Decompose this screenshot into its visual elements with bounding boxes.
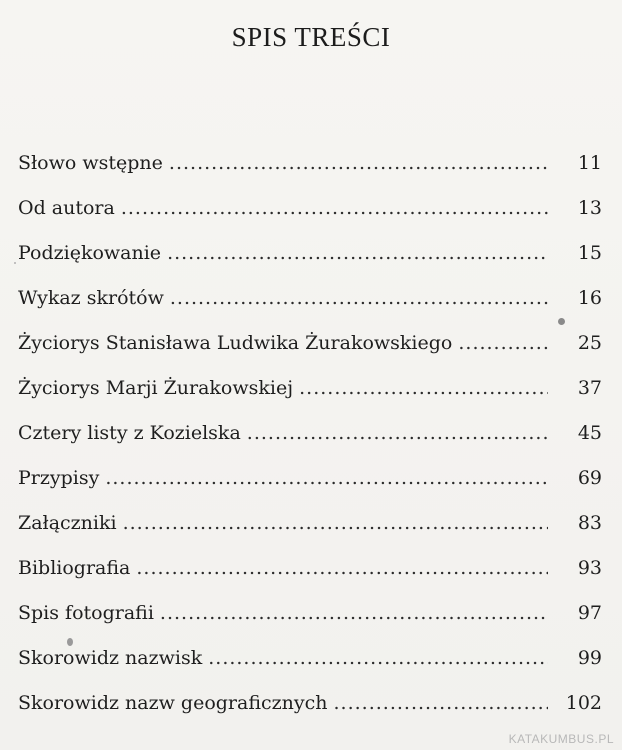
- toc-entry: [18, 692, 602, 737]
- toc-entry-page: 13: [577, 197, 602, 219]
- toc-entry-label: Załączniki: [18, 512, 117, 534]
- paper-speck: [67, 638, 73, 646]
- toc-leader-dots: [169, 152, 548, 174]
- toc-leader-dots: [334, 692, 548, 714]
- toc-leader-dots: [105, 467, 548, 489]
- toc-entry: [18, 467, 602, 512]
- toc-leader-dots: [136, 557, 548, 579]
- toc-leader-dots: [208, 647, 548, 669]
- toc-entry: [18, 287, 602, 332]
- toc-entry-page: 15: [577, 242, 602, 264]
- toc-entry-label: Przypisy: [18, 467, 100, 489]
- toc-entry-page: 97: [577, 602, 602, 624]
- toc-entry-page: 11: [577, 152, 602, 174]
- toc-entry: [18, 242, 602, 287]
- toc-entry-label: Słowo wstępne: [18, 152, 163, 174]
- toc-leader-dots: [299, 377, 548, 399]
- toc-leader-dots: [167, 242, 548, 264]
- toc-entry-label: Cztery listy z Kozielska: [18, 422, 241, 444]
- paper-speck: [558, 318, 565, 325]
- watermark: KATAKUMBUS.PL: [508, 732, 614, 746]
- toc-entry: [18, 377, 602, 422]
- toc-leader-dots: [458, 332, 548, 354]
- toc-entry-page: 99: [577, 647, 602, 669]
- toc-leader-dots: [121, 197, 548, 219]
- paper-speck: [14, 262, 16, 264]
- toc-entry-page: 102: [565, 692, 602, 714]
- toc-entry-label: Życiorys Stanisława Ludwika Żurakowskiego: [18, 332, 453, 354]
- toc-entry: [18, 512, 602, 557]
- toc-entry-label: Spis fotografii: [18, 602, 154, 624]
- table-of-contents: [18, 152, 602, 737]
- toc-entry-page: 83: [577, 512, 602, 534]
- toc-entry-label: Od autora: [18, 197, 115, 219]
- toc-entry: [18, 152, 602, 197]
- toc-entry-page: 93: [577, 557, 602, 579]
- page-title: SPIS TREŚCI: [231, 22, 391, 52]
- toc-entry-label: Wykaz skrótów: [18, 287, 164, 309]
- toc-entry: [18, 647, 602, 692]
- toc-entry-label: Życiorys Marji Żurakowskiej: [18, 377, 294, 399]
- toc-entry: [18, 197, 602, 242]
- toc-entry-label: Skorowidz nazw geograficznych: [18, 692, 328, 714]
- toc-leader-dots: [160, 602, 548, 624]
- toc-entry-page: 45: [577, 422, 602, 444]
- toc-entry-page: 37: [577, 377, 602, 399]
- toc-entry: [18, 422, 602, 467]
- toc-entry-label: Skorowidz nazwisk: [18, 647, 203, 669]
- toc-entry: [18, 557, 602, 602]
- toc-entry-label: Podziękowanie: [18, 242, 162, 264]
- toc-entry-label: Bibliografia: [18, 557, 131, 579]
- toc-leader-dots: [123, 512, 548, 534]
- toc-entry-page: 16: [577, 287, 602, 309]
- toc-entry: [18, 332, 602, 377]
- toc-leader-dots: [247, 422, 548, 444]
- toc-entry-page: 69: [577, 467, 602, 489]
- toc-entry: [18, 602, 602, 647]
- toc-leader-dots: [170, 287, 548, 309]
- toc-entry-page: 25: [577, 332, 602, 354]
